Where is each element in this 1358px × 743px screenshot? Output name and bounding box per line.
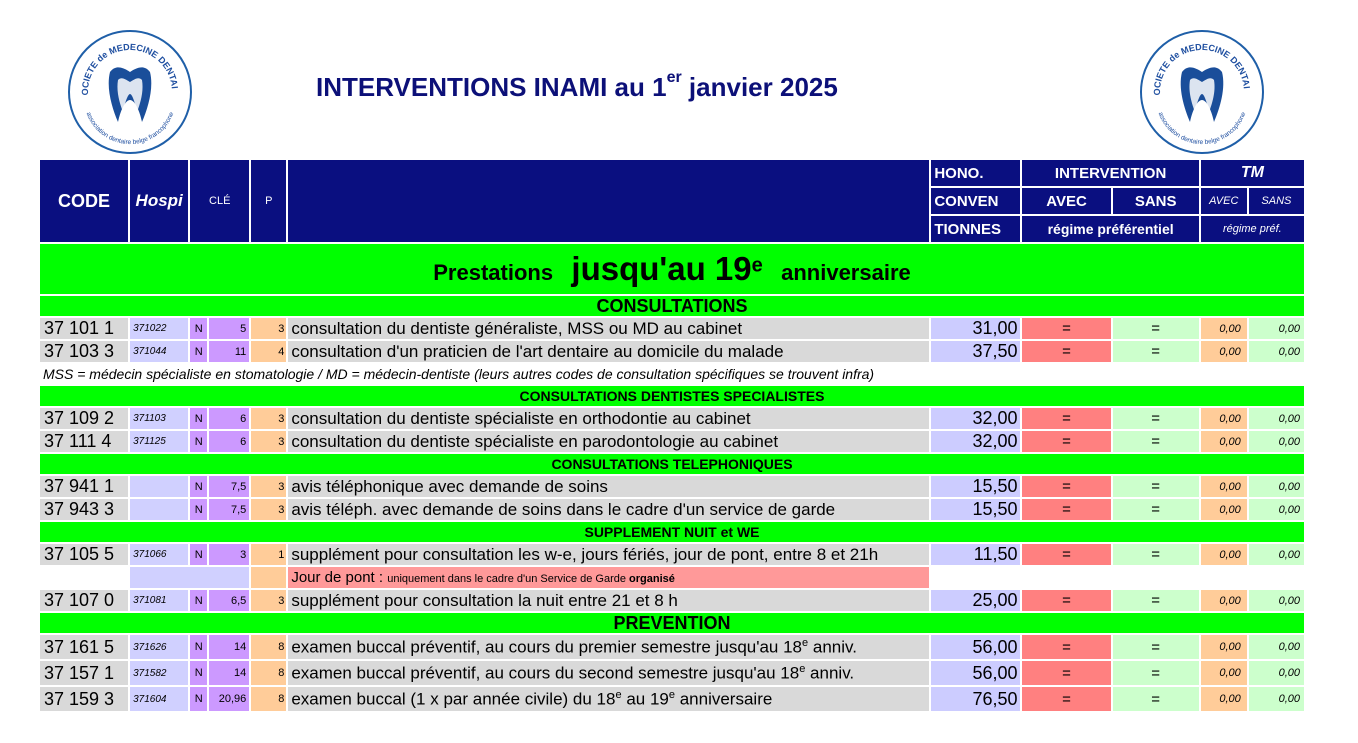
page-title: INTERVENTIONS INAMI au 1er janvier 2025 bbox=[316, 69, 838, 102]
table-row: 37 107 0 371081 N 6,5 3 supplément pour consultation la nuit entre 21 et 8 h 25,00 = = 0,00 0,00 bbox=[40, 590, 1304, 611]
jour-de-pont-note: Jour de pont : uniquement dans le cadre d'un Service de Garde organisé bbox=[288, 567, 929, 588]
table-row: 37 101 1 371022 N 5 3 consultation du dentiste généraliste, MSS ou MD au cabinet 31,00 = = 0,00 0,00 bbox=[40, 318, 1304, 339]
table-row: 37 111 4 371125 N 6 3 consultation du dentiste spécialiste en parodontologie au cabinet 32,00 = = 0,00 0,00 bbox=[40, 431, 1304, 452]
header-tm: TM bbox=[1201, 160, 1304, 186]
header-hono-3: TIONNES bbox=[931, 216, 1020, 242]
header-tm-avec: AVEC bbox=[1201, 188, 1247, 214]
section-supplement: SUPPLEMENT NUIT et WE bbox=[40, 522, 1304, 542]
table-row: 37 109 2 371103 N 6 3 consultation du dentiste spécialiste en orthodontie au cabinet 32,00 = = 0,00 0,00 bbox=[40, 408, 1304, 429]
table-row: 37 103 3 371044 N 11 4 consultation d'un praticien de l'art dentaire au domicile du malade 37,50 = = 0,00 0,00 bbox=[40, 341, 1304, 362]
jour-de-pont-row bbox=[40, 567, 1304, 588]
header-regime: régime préférentiel bbox=[1022, 216, 1198, 242]
table-row: 37 157 1 371582 N 14 8 examen buccal préventif, au cours du second semestre jusqu'au 18e anniv. 56,00 = = 0,00 0,00 bbox=[40, 661, 1304, 685]
logo-bottom-text: association dentaire belge francophone bbox=[84, 111, 176, 147]
section-telephoniques: CONSULTATIONS TELEPHONIQUES bbox=[40, 454, 1304, 474]
header-hono-2: CONVEN bbox=[931, 188, 1020, 214]
note-mss: MSS = médecin spécialiste en stomatologie / MD = médecin-dentiste (leurs autres codes de consultation spécifiques se trouvent infra) bbox=[40, 364, 1304, 384]
header-tm-sans: SANS bbox=[1249, 188, 1304, 214]
header-description bbox=[288, 160, 929, 242]
table-row: 37 159 3 371604 N 20,96 8 examen buccal (1 x par année civile) du 18e au 19e anniversaire 76,50 = = 0,00 0,00 bbox=[40, 687, 1304, 711]
header-hono-1: HONO. bbox=[931, 160, 1020, 186]
logo-top-text: OCIETE de MEDECINE DENTAI bbox=[79, 41, 180, 96]
header-avec: AVEC bbox=[1022, 188, 1110, 214]
header-intervention: INTERVENTION bbox=[1022, 160, 1198, 186]
header-tm-regime: régime préf. bbox=[1201, 216, 1304, 242]
header-p: P bbox=[251, 160, 286, 242]
age-banner: Prestations jusqu'au 19e anniversaire bbox=[40, 244, 1304, 294]
header-cle: CLÉ bbox=[190, 160, 249, 242]
table-row: 37 161 5 371626 N 14 8 examen buccal préventif, au cours du premier semestre jusqu'au 18e anniv. 56,00 = = 0,00 0,00 bbox=[40, 635, 1304, 659]
logo-right bbox=[1138, 28, 1266, 156]
table-row: 37 941 1 N 7,5 3 avis téléphonique avec demande de soins 15,50 = = 0,00 0,00 bbox=[40, 476, 1304, 497]
logo-top-text: OCIETE de MEDECINE DENTAI bbox=[1151, 41, 1252, 96]
logo-bottom-text: association dentaire belge francophone bbox=[1156, 111, 1248, 147]
table-row: 37 105 5 371066 N 3 1 supplément pour consultation les w-e, jours fériés, jour de pont, entre 8 et 21h 11,50 = = 0,00 0,00 bbox=[40, 544, 1304, 565]
section-consultations: CONSULTATIONS bbox=[40, 296, 1304, 316]
logo-left bbox=[66, 28, 194, 156]
header-hospi: Hospi bbox=[130, 160, 188, 242]
header-code: CODE bbox=[40, 160, 128, 242]
section-prevention: PREVENTION bbox=[40, 613, 1304, 633]
table-row: 37 943 3 N 7,5 3 avis téléph. avec demande de soins dans le cadre d'un service de garde 15,50 = = 0,00 0,00 bbox=[40, 499, 1304, 520]
interventions-table bbox=[38, 158, 1306, 713]
section-specialistes: CONSULTATIONS DENTISTES SPECIALISTES bbox=[40, 386, 1304, 406]
header-sans: SANS bbox=[1113, 188, 1199, 214]
